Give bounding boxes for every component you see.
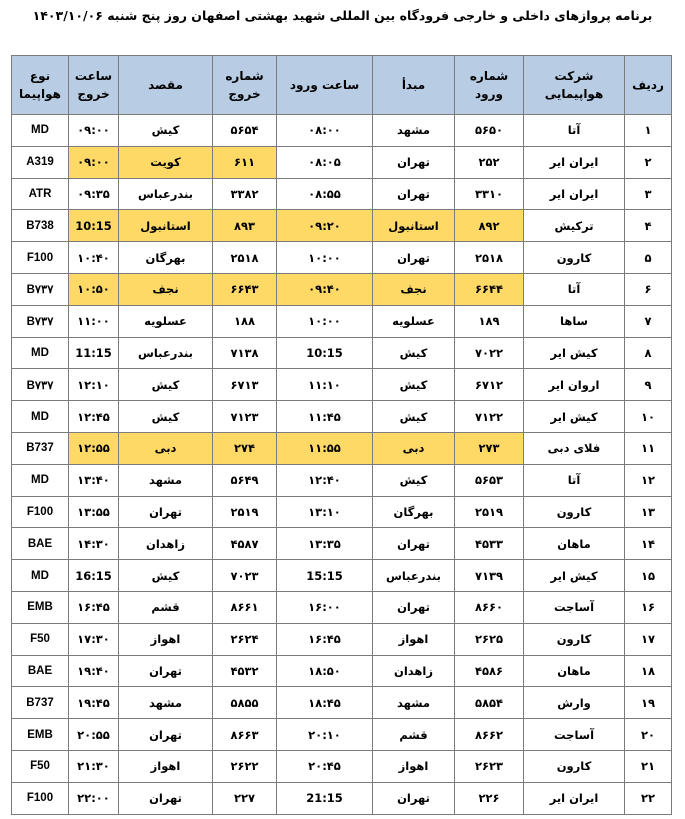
cell-airline: کارون — [524, 496, 625, 528]
col-header-airline: شرکت هواپیمایی — [524, 56, 625, 115]
cell-arrival-no: ۸۶۶۰ — [455, 591, 524, 623]
cell-departure-time: ۱۲:۵۵ — [69, 432, 119, 464]
cell-origin: بندرعباس — [373, 560, 455, 592]
cell-row-no: ۱۳ — [625, 496, 672, 528]
cell-row-no: ۱۴ — [625, 528, 672, 560]
cell-departure-no: ۸۶۶۳ — [213, 719, 277, 751]
cell-arrival-no: ۳۳۱۰ — [455, 178, 524, 210]
cell-departure-no: ۵۶۴۹ — [213, 464, 277, 496]
cell-row-no: ۱۲ — [625, 464, 672, 496]
cell-airline: ماهان — [524, 655, 625, 687]
cell-departure-time: ۲۲:۰۰ — [69, 782, 119, 814]
cell-row-no: ۱۸ — [625, 655, 672, 687]
cell-origin: بهرگان — [373, 496, 455, 528]
table-row — [12, 528, 672, 560]
cell-arrival-time: ۰۹:۴۰ — [277, 273, 373, 305]
table-row — [12, 146, 672, 178]
cell-arrival-time: ۰۸:۰۵ — [277, 146, 373, 178]
table-row — [12, 464, 672, 496]
cell-aircraft: BAE — [12, 528, 69, 560]
cell-departure-time: ۱۶:۴۵ — [69, 591, 119, 623]
cell-origin: مشهد — [373, 115, 455, 147]
cell-arrival-no: ۸۹۲ — [455, 210, 524, 242]
cell-departure-no: ۲۲۷ — [213, 782, 277, 814]
cell-departure-no: ۸۹۳ — [213, 210, 277, 242]
cell-row-no: ۲ — [625, 146, 672, 178]
cell-origin: تهران — [373, 178, 455, 210]
cell-airline: ساها — [524, 305, 625, 337]
table-header-row — [12, 56, 672, 115]
cell-departure-no: ۸۶۶۱ — [213, 591, 277, 623]
flight-schedule-table — [11, 55, 672, 815]
cell-arrival-no: ۲۲۶ — [455, 782, 524, 814]
cell-row-no: ۴ — [625, 210, 672, 242]
cell-row-no: ۱ — [625, 115, 672, 147]
cell-departure-no: ۶۱۱ — [213, 146, 277, 178]
cell-row-no: ۱۵ — [625, 560, 672, 592]
cell-aircraft: F50 — [12, 750, 69, 782]
table-row — [12, 591, 672, 623]
cell-arrival-no: ۸۶۶۲ — [455, 719, 524, 751]
cell-arrival-time: ۱۸:۴۵ — [277, 687, 373, 719]
cell-aircraft: F50 — [12, 623, 69, 655]
table-row — [12, 750, 672, 782]
cell-arrival-time: ۲۰:۱۰ — [277, 719, 373, 751]
cell-departure-no: ۲۶۲۲ — [213, 750, 277, 782]
cell-destination: دبی — [119, 432, 213, 464]
cell-airline: آتا — [524, 115, 625, 147]
table-row — [12, 305, 672, 337]
cell-arrival-no: ۶۶۴۴ — [455, 273, 524, 305]
cell-airline: آتا — [524, 464, 625, 496]
table-row — [12, 496, 672, 528]
cell-destination: تهران — [119, 719, 213, 751]
cell-arrival-time: ۲۰:۴۵ — [277, 750, 373, 782]
cell-departure-time: ۰۹:۳۵ — [69, 178, 119, 210]
cell-departure-no: ۲۷۴ — [213, 432, 277, 464]
table-row — [12, 178, 672, 210]
cell-departure-no: ۵۸۵۵ — [213, 687, 277, 719]
cell-arrival-time: ۱۱:۵۵ — [277, 432, 373, 464]
table-row — [12, 337, 672, 369]
cell-departure-time: ۰۹:۰۰ — [69, 146, 119, 178]
cell-arrival-time: ۱۱:۴۵ — [277, 401, 373, 433]
table-row — [12, 242, 672, 274]
cell-origin: کیش — [373, 337, 455, 369]
cell-departure-no: ۳۳۸۲ — [213, 178, 277, 210]
cell-destination: مشهد — [119, 464, 213, 496]
cell-arrival-time: ۰۸:۰۰ — [277, 115, 373, 147]
col-header-origin: مبدأ — [373, 56, 455, 115]
cell-airline: ماهان — [524, 528, 625, 560]
cell-origin: قشم — [373, 719, 455, 751]
cell-origin: نجف — [373, 273, 455, 305]
cell-arrival-time: 15:15 — [277, 560, 373, 592]
cell-arrival-no: ۷۱۲۲ — [455, 401, 524, 433]
cell-row-no: ۱۱ — [625, 432, 672, 464]
table-row — [12, 623, 672, 655]
cell-destination: قشم — [119, 591, 213, 623]
cell-arrival-no: ۲۵۱۹ — [455, 496, 524, 528]
cell-origin: تهران — [373, 591, 455, 623]
cell-aircraft: ATR — [12, 178, 69, 210]
cell-destination: تهران — [119, 782, 213, 814]
cell-origin: تهران — [373, 782, 455, 814]
cell-aircraft: F100 — [12, 496, 69, 528]
cell-row-no: ۶ — [625, 273, 672, 305]
cell-departure-time: ۲۰:۵۵ — [69, 719, 119, 751]
cell-arrival-time: ۰۸:۵۵ — [277, 178, 373, 210]
cell-airline: کیش ایر — [524, 560, 625, 592]
cell-departure-no: ۴۵۸۷ — [213, 528, 277, 560]
col-header-departure-time: ساعت خروج — [69, 56, 119, 115]
cell-arrival-time: 21:15 — [277, 782, 373, 814]
cell-airline: آساجت — [524, 591, 625, 623]
cell-destination: کیش — [119, 115, 213, 147]
cell-departure-time: ۱۲:۱۰ — [69, 369, 119, 401]
cell-airline: کیش ایر — [524, 401, 625, 433]
cell-origin: زاهدان — [373, 655, 455, 687]
cell-row-no: ۲۲ — [625, 782, 672, 814]
cell-row-no: ۷ — [625, 305, 672, 337]
cell-departure-no: ۲۵۱۸ — [213, 242, 277, 274]
cell-airline: ایران ایر — [524, 146, 625, 178]
cell-departure-no: ۵۶۵۴ — [213, 115, 277, 147]
cell-row-no: ۱۶ — [625, 591, 672, 623]
cell-destination: نجف — [119, 273, 213, 305]
cell-departure-no: ۶۶۴۳ — [213, 273, 277, 305]
cell-aircraft: B۷۳۷ — [12, 273, 69, 305]
cell-origin: استانبول — [373, 210, 455, 242]
cell-aircraft: F100 — [12, 782, 69, 814]
table-row — [12, 401, 672, 433]
cell-destination: اهواز — [119, 750, 213, 782]
cell-destination: اهواز — [119, 623, 213, 655]
cell-row-no: ۵ — [625, 242, 672, 274]
cell-departure-time: ۱۰:۵۰ — [69, 273, 119, 305]
cell-arrival-time: ۱۶:۰۰ — [277, 591, 373, 623]
cell-departure-time: ۱۱:۰۰ — [69, 305, 119, 337]
cell-aircraft: B۷۳۷ — [12, 369, 69, 401]
cell-departure-time: 10:15 — [69, 210, 119, 242]
cell-departure-no: ۷۱۲۳ — [213, 401, 277, 433]
cell-departure-time: ۱۹:۴۰ — [69, 655, 119, 687]
table-row — [12, 432, 672, 464]
cell-arrival-no: ۲۶۲۵ — [455, 623, 524, 655]
cell-arrival-time: 10:15 — [277, 337, 373, 369]
cell-destination: کویت — [119, 146, 213, 178]
cell-origin: عسلویه — [373, 305, 455, 337]
cell-airline: ترکیش — [524, 210, 625, 242]
cell-aircraft: EMB — [12, 591, 69, 623]
table-row — [12, 273, 672, 305]
table-row — [12, 560, 672, 592]
cell-destination: کیش — [119, 369, 213, 401]
cell-airline: ایران ایر — [524, 178, 625, 210]
cell-aircraft: MD — [12, 560, 69, 592]
cell-arrival-no: ۱۸۹ — [455, 305, 524, 337]
cell-aircraft: B737 — [12, 687, 69, 719]
cell-arrival-time: ۱۲:۴۰ — [277, 464, 373, 496]
col-header-departure-no: شماره خروج — [213, 56, 277, 115]
cell-destination: زاهدان — [119, 528, 213, 560]
cell-arrival-time: ۱۶:۴۵ — [277, 623, 373, 655]
cell-departure-no: ۲۶۲۴ — [213, 623, 277, 655]
cell-destination: کیش — [119, 401, 213, 433]
cell-departure-time: ۲۱:۳۰ — [69, 750, 119, 782]
cell-row-no: ۳ — [625, 178, 672, 210]
table-row — [12, 655, 672, 687]
cell-aircraft: B738 — [12, 210, 69, 242]
table-row — [12, 687, 672, 719]
cell-airline: اروان ایر — [524, 369, 625, 401]
cell-row-no: ۱۰ — [625, 401, 672, 433]
cell-departure-time: ۱۲:۴۵ — [69, 401, 119, 433]
cell-destination: تهران — [119, 496, 213, 528]
cell-row-no: ۹ — [625, 369, 672, 401]
cell-aircraft: B737 — [12, 432, 69, 464]
cell-origin: کیش — [373, 401, 455, 433]
cell-arrival-no: ۵۶۵۰ — [455, 115, 524, 147]
cell-origin: اهواز — [373, 623, 455, 655]
cell-origin: کیش — [373, 464, 455, 496]
cell-departure-no: ۴۵۳۲ — [213, 655, 277, 687]
cell-departure-time: 11:15 — [69, 337, 119, 369]
cell-airline: آساجت — [524, 719, 625, 751]
cell-departure-time: 16:15 — [69, 560, 119, 592]
table-row — [12, 210, 672, 242]
cell-aircraft: MD — [12, 401, 69, 433]
cell-destination: عسلویه — [119, 305, 213, 337]
cell-arrival-no: ۲۶۲۳ — [455, 750, 524, 782]
cell-arrival-time: ۱۸:۵۰ — [277, 655, 373, 687]
cell-origin: تهران — [373, 242, 455, 274]
cell-aircraft: B۷۳۷ — [12, 305, 69, 337]
cell-arrival-no: ۷۱۳۹ — [455, 560, 524, 592]
cell-row-no: ۲۱ — [625, 750, 672, 782]
cell-origin: تهران — [373, 528, 455, 560]
cell-airline: ایران ایر — [524, 782, 625, 814]
col-header-row-no: ردیف — [625, 56, 672, 115]
cell-origin: تهران — [373, 146, 455, 178]
cell-origin: اهواز — [373, 750, 455, 782]
cell-arrival-time: ۱۰:۰۰ — [277, 242, 373, 274]
cell-destination: استانبول — [119, 210, 213, 242]
cell-departure-no: ۶۷۱۳ — [213, 369, 277, 401]
cell-departure-no: ۷۰۲۳ — [213, 560, 277, 592]
cell-arrival-no: ۵۸۵۴ — [455, 687, 524, 719]
cell-origin: مشهد — [373, 687, 455, 719]
col-header-arrival-no: شماره ورود — [455, 56, 524, 115]
cell-airline: کارون — [524, 750, 625, 782]
cell-aircraft: MD — [12, 337, 69, 369]
cell-arrival-no: ۷۰۲۲ — [455, 337, 524, 369]
cell-destination: بندرعباس — [119, 178, 213, 210]
cell-departure-time: ۱۷:۳۰ — [69, 623, 119, 655]
cell-destination: تهران — [119, 655, 213, 687]
cell-departure-no: ۲۵۱۹ — [213, 496, 277, 528]
page-title: برنامه پروازهای داخلی و خارجی فرودگاه بین المللی شهید بهشتی اصفهان روز پنج شنبه ۱۴۰۳/۱۰/۰۶ — [32, 8, 653, 23]
cell-arrival-no: ۴۵۳۳ — [455, 528, 524, 560]
cell-arrival-time: ۱۳:۳۵ — [277, 528, 373, 560]
cell-aircraft: F100 — [12, 242, 69, 274]
cell-row-no: ۸ — [625, 337, 672, 369]
cell-departure-no: ۷۱۳۸ — [213, 337, 277, 369]
cell-arrival-time: ۰۹:۲۰ — [277, 210, 373, 242]
cell-row-no: ۲۰ — [625, 719, 672, 751]
cell-departure-time: ۱۳:۵۵ — [69, 496, 119, 528]
cell-destination: مشهد — [119, 687, 213, 719]
col-header-destination: مقصد — [119, 56, 213, 115]
cell-row-no: ۱۹ — [625, 687, 672, 719]
cell-arrival-no: ۵۶۵۳ — [455, 464, 524, 496]
cell-arrival-no: ۶۷۱۲ — [455, 369, 524, 401]
cell-aircraft: MD — [12, 115, 69, 147]
cell-arrival-time: ۱۳:۱۰ — [277, 496, 373, 528]
cell-departure-time: ۱۹:۴۵ — [69, 687, 119, 719]
cell-airline: آتا — [524, 273, 625, 305]
table-row — [12, 719, 672, 751]
table-body — [12, 115, 672, 815]
cell-aircraft: EMB — [12, 719, 69, 751]
cell-origin: کیش — [373, 369, 455, 401]
table-row — [12, 369, 672, 401]
table-row — [12, 115, 672, 147]
cell-destination: کیش — [119, 560, 213, 592]
cell-aircraft: MD — [12, 464, 69, 496]
cell-arrival-time: ۱۱:۱۰ — [277, 369, 373, 401]
cell-departure-no: ۱۸۸ — [213, 305, 277, 337]
cell-destination: بهرگان — [119, 242, 213, 274]
cell-departure-time: ۱۳:۴۰ — [69, 464, 119, 496]
cell-airline: کیش ایر — [524, 337, 625, 369]
cell-airline: فلای دبی — [524, 432, 625, 464]
cell-arrival-no: ۲۵۲ — [455, 146, 524, 178]
col-header-arrival-time: ساعت ورود — [277, 56, 373, 115]
cell-arrival-no: ۲۷۳ — [455, 432, 524, 464]
cell-origin: دبی — [373, 432, 455, 464]
cell-row-no: ۱۷ — [625, 623, 672, 655]
cell-arrival-no: ۴۵۸۶ — [455, 655, 524, 687]
cell-airline: وارش — [524, 687, 625, 719]
table-row — [12, 782, 672, 814]
cell-aircraft: BAE — [12, 655, 69, 687]
cell-departure-time: ۱۰:۴۰ — [69, 242, 119, 274]
cell-departure-time: ۰۹:۰۰ — [69, 115, 119, 147]
cell-aircraft: A319 — [12, 146, 69, 178]
col-header-aircraft: نوع هواپیما — [12, 56, 69, 115]
cell-airline: کارون — [524, 623, 625, 655]
cell-arrival-no: ۲۵۱۸ — [455, 242, 524, 274]
cell-airline: کارون — [524, 242, 625, 274]
cell-destination: بندرعباس — [119, 337, 213, 369]
cell-departure-time: ۱۴:۳۰ — [69, 528, 119, 560]
cell-arrival-time: ۱۰:۰۰ — [277, 305, 373, 337]
